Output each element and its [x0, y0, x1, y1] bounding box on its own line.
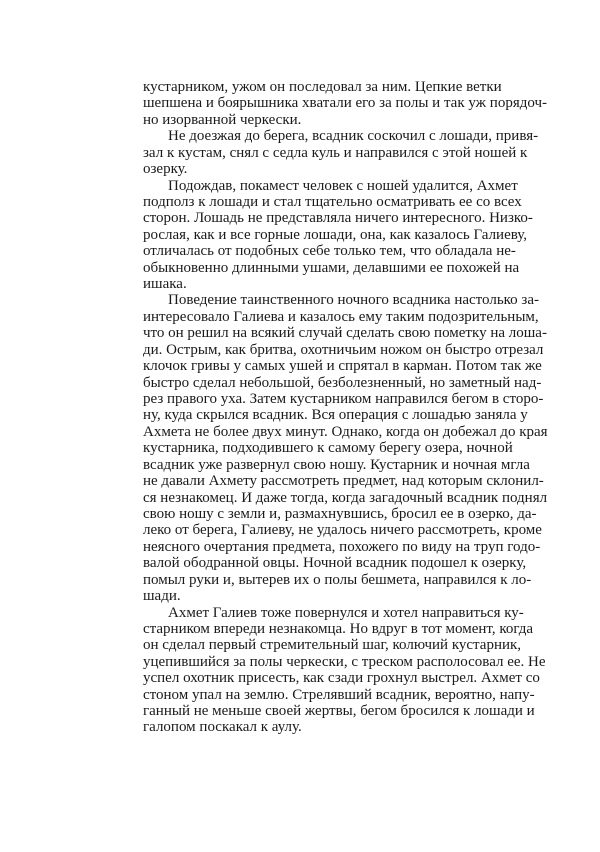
text-line: валой ободранной овцы. Ночной всадник подошел к озерку,: [143, 555, 527, 572]
text-line: шади.: [143, 588, 181, 605]
paragraph: [143, 79, 547, 128]
text-line: шепшена и боярышника хватали его за полы и так уж порядоч-: [143, 95, 547, 112]
text-line: уцепившийся за полы черкески, с треском располосовал ее. Не: [143, 653, 546, 670]
text-line: галопом поскакал к аулу.: [143, 719, 302, 736]
text-line: ди. Острым, как бритва, охотничьим ножом он быстро отрезал: [143, 341, 544, 358]
paragraph: [143, 128, 539, 178]
paragraph: [143, 604, 546, 736]
paragraph: [143, 292, 548, 605]
text-line: свою ношу с земли и, размахнувшись, бросил ее в озерко, да-: [143, 505, 537, 522]
text-line: быстро сделал небольшой, безболезненный, но заметный над-: [143, 374, 542, 391]
text-line: ганный не меньше своей жертвы, бегом бросился к лошади и: [143, 703, 535, 720]
text-line: рез правого уха. Затем кустарником направился бегом в сторо-: [143, 391, 544, 408]
text-line: клочок гривы у самых ушей и спрятал в карман. Потом так же: [143, 358, 542, 375]
text-line: озерку.: [143, 161, 188, 178]
text-line: что он решил на всякий случай сделать свою пометку на лоша-: [143, 325, 547, 342]
page-text: [143, 79, 548, 736]
text-line: кустарника, подходившего к самому берегу озера, ночной: [143, 440, 513, 457]
text-line: зал к кустам, снял с седла куль и направился с этой ношей к: [143, 144, 528, 161]
paragraph: [143, 177, 533, 293]
text-line: обыкновенно длинными ушами, делавшими ее похожей на: [143, 259, 520, 276]
text-line: он сделал первый стремительный шаг, колючий кустарник,: [143, 637, 522, 654]
text-line: ишака.: [143, 276, 187, 293]
text-line: Поведение таинственного ночного всадника настолько за-: [168, 292, 540, 309]
text-line: успел охотник присесть, как сзади грохнул выстрел. Ахмет со: [143, 670, 540, 687]
text-line: рослая, как и все горные лошади, она, как казалось Галиеву,: [143, 226, 528, 243]
text-line: сторон. Лошадь не представляла ничего интересного. Низко-: [143, 210, 533, 227]
text-line: кустарником, ужом он последовал за ним. Цепкие ветки: [143, 79, 502, 95]
text-line: неясного очертания предмета, похожего по виду на труп годо-: [143, 538, 541, 555]
text-line: Подождав, покамест человек с ношей удалится, Ахмет: [168, 177, 518, 194]
text-line: леко от берега, Галиеву, не удалось ничего рассмотреть, кроме: [143, 522, 542, 539]
text-line: но изорванной черкески.: [143, 111, 302, 128]
text-line: отличалась от подобных себе только тем, что обладала не-: [143, 243, 516, 260]
text-line: Ахмет Галиев тоже повернулся и хотел направиться ку-: [168, 604, 524, 621]
text-line: всадник уже развернул свою ношу. Кустарник и ночная мгла: [143, 456, 530, 473]
text-line: старником впереди незнакомца. Но вдруг в тот момент, когда: [143, 620, 534, 637]
text-line: Ахмета не более двух минут. Однако, когда он добежал до края: [143, 423, 548, 440]
text-line: ся незнакомец. И даже тогда, когда загадочный всадник поднял: [143, 489, 548, 506]
text-line: ну, куда скрылся всадник. Вся операция с лошадью заняла у: [143, 407, 528, 424]
text-line: Не доезжая до берега, всадник соскочил с лошади, привя-: [168, 128, 539, 145]
text-line: помыл руки и, вытерев их о полы бешмета, направился к ло-: [143, 571, 532, 588]
text-line: интересовало Галиева и казалось ему таким подозрительным,: [143, 308, 539, 325]
text-line: не давали Ахмету рассмотреть предмет, над которым склонил-: [143, 473, 544, 490]
text-line: подполз к лошади и стал тщательно осматривать ее со всех: [143, 193, 522, 210]
text-line: стоном упал на землю. Стрелявший всадник, вероятно, напу-: [143, 686, 535, 703]
